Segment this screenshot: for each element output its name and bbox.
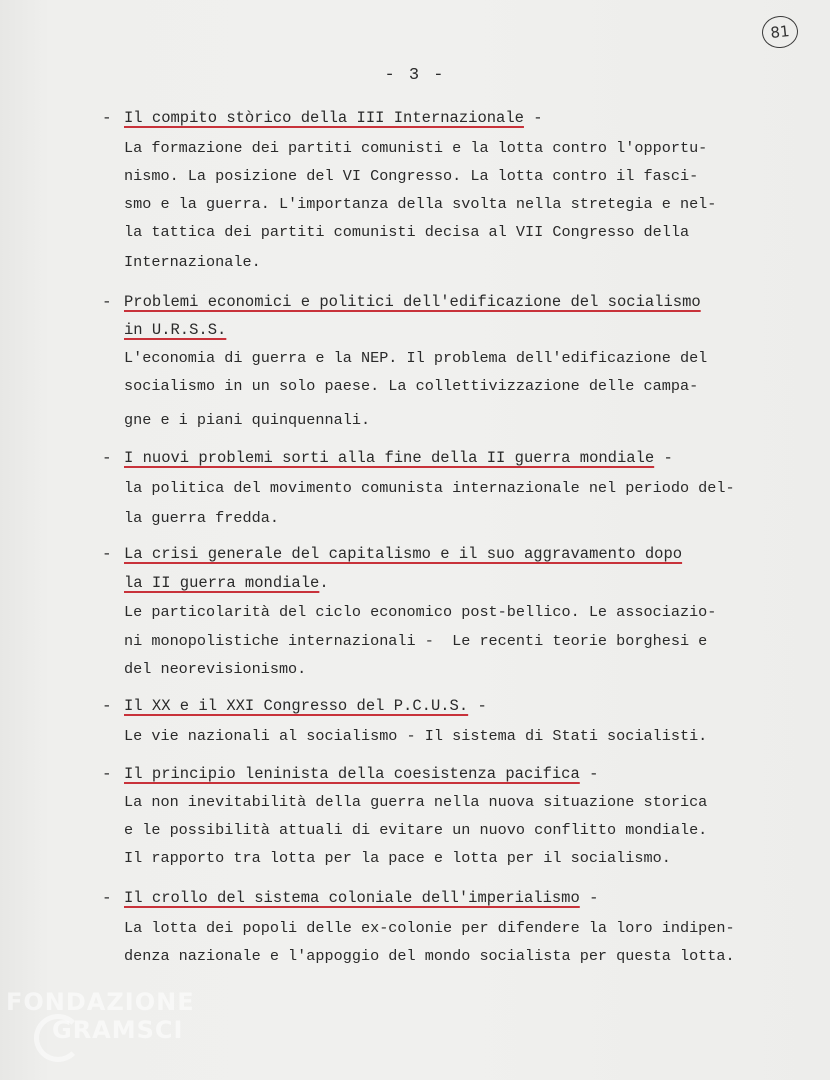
section-heading [124, 104, 784, 132]
body-line: La non inevitabilità della guerra nella nuova situazione storica [124, 793, 708, 811]
section-dash: - [102, 109, 112, 127]
heading-line: Il crollo del sistema coloniale dell'imperialismo [124, 889, 580, 907]
body-line: la politica del movimento comunista internazionale nel periodo del- [124, 479, 735, 497]
section-heading-cont [124, 316, 784, 344]
heading-tail: - [579, 889, 599, 907]
page-number: - 3 - [384, 66, 446, 85]
watermark-line-1: FONDAZIONE [6, 988, 195, 1016]
section-dash: - [102, 765, 112, 783]
body-line: e le possibilità attuali di evitare un nuovo conflitto mondiale. [124, 821, 708, 839]
archive-number-stamp: 81 [760, 14, 799, 50]
section-heading [124, 540, 784, 568]
heading-line: Problemi economici e politici dell'edificazione del socialismo [124, 293, 701, 311]
body-line: socialismo in un solo paese. La collettivizzazione delle campa- [124, 377, 699, 395]
section-heading [124, 884, 784, 912]
heading-line: in U.R.S.S. [124, 321, 227, 339]
body-line: la guerra fredda. [124, 509, 279, 527]
section-dash: - [102, 697, 112, 715]
body-line: Le vie nazionali al socialismo - Il sistema di Stati socialisti. [124, 727, 708, 745]
heading-tail: - [523, 109, 543, 127]
heading-line: Il compito stòrico della III Internazionale [124, 109, 524, 127]
section-dash: - [102, 889, 112, 907]
heading-line: la II guerra mondiale [124, 574, 320, 592]
body-line: Le particolarità del ciclo economico post-bellico. Le associazio- [124, 603, 717, 621]
body-line: smo e la guerra. L'importanza della svolta nella stretegia e nel- [124, 195, 717, 213]
heading-line: Il XX e il XXI Congresso del P.C.U.S. [124, 697, 469, 715]
body-line: denza nazionale e l'appoggio del mondo socialista per questa lotta. [124, 947, 735, 965]
body-line: la tattica dei partiti comunisti decisa al VII Congresso della [124, 223, 690, 241]
body-line: La formazione dei partiti comunisti e la lotta contro l'opportu- [124, 139, 708, 157]
heading-line: La crisi generale del capitalismo e il suo aggravamento dopo [124, 545, 683, 563]
watermark-line-2: GRAMSCI [52, 1016, 184, 1044]
heading-tail: - [654, 449, 673, 467]
body-line: La lotta dei popoli delle ex-colonie per difendere la loro indipen- [124, 919, 735, 937]
body-line: nismo. La posizione del VI Congresso. La lotta contro il fasci- [124, 167, 699, 185]
section-dash: - [102, 293, 112, 311]
body-line: gne e i piani quinquennali. [124, 411, 371, 429]
section-heading-cont [124, 569, 784, 597]
body-line: Internazionale. [124, 253, 261, 271]
body-line: L'economia di guerra e la NEP. Il problema dell'edificazione del [124, 349, 708, 367]
heading-tail: . [319, 574, 329, 592]
heading-tail: - [468, 697, 487, 715]
heading-line: I nuovi problemi sorti alla fine della II guerra mondiale [124, 449, 655, 467]
section-dash: - [102, 449, 112, 467]
section-heading [124, 444, 784, 472]
body-line: del neorevisionismo. [124, 660, 307, 678]
section-heading [124, 760, 784, 788]
body-line: ni monopolistiche internazionali - Le recenti teorie borghesi e [124, 632, 708, 650]
archive-watermark [6, 988, 206, 1068]
body-line: Il rapporto tra lotta per la pace e lotta per il socialismo. [124, 849, 671, 867]
section-heading [124, 692, 784, 720]
section-dash: - [102, 545, 112, 563]
heading-line: Il principio leninista della coesistenza pacifica [124, 765, 580, 783]
section-heading [124, 288, 784, 316]
heading-tail: - [579, 765, 599, 783]
